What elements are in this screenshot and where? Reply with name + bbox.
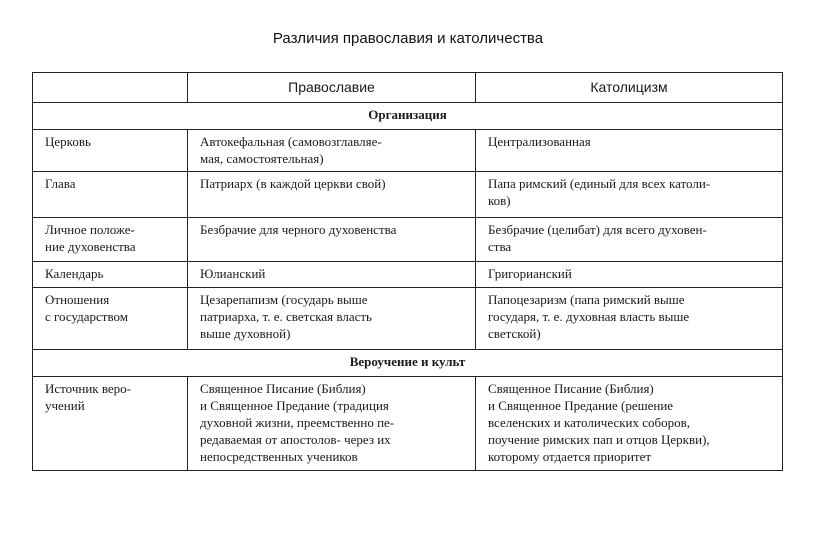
- row-label: Личное положе- ние духовенства: [45, 222, 136, 254]
- table-row: [33, 218, 783, 262]
- row-label: Источник веро- учений: [45, 381, 132, 413]
- row-label: Церковь: [45, 134, 91, 149]
- section-row-doctrine: [33, 350, 783, 377]
- section-title: Вероучение и культ: [33, 350, 783, 377]
- header-orthodoxy: Православие: [188, 73, 476, 103]
- table-row: [33, 130, 783, 172]
- catholicism-cell: Священное Писание (Библия) и Священное Предание (решение вселенских и католических соборов, поучение римских пап и отцов Церкви), которому отдается приоритет: [488, 381, 710, 464]
- header-catholicism: Католицизм: [476, 73, 783, 103]
- catholicism-cell: Григорианский: [488, 266, 572, 281]
- table-row: [33, 262, 783, 288]
- comparison-table: [32, 72, 783, 471]
- catholicism-cell: Безбрачие (целибат) для всего духовен- ства: [488, 222, 707, 254]
- table-row: [33, 377, 783, 471]
- row-label: Календарь: [45, 266, 104, 281]
- table-header-row: [33, 73, 783, 103]
- orthodoxy-cell: Юлианский: [200, 266, 266, 281]
- catholicism-cell: Централизованная: [488, 134, 591, 149]
- orthodoxy-cell: Автокефальная (самовозглавляе- мая, самостоятельная): [200, 134, 382, 166]
- catholicism-cell: Папоцезаризм (папа римский выше государя, т. е. духовная власть выше светской): [488, 292, 690, 341]
- catholicism-cell: Папа римский (единый для всех католи- ков): [488, 176, 711, 208]
- orthodoxy-cell: Безбрачие для черного духовенства: [200, 222, 397, 237]
- table-row: [33, 288, 783, 350]
- orthodoxy-cell: Патриарх (в каждой церкви свой): [200, 176, 386, 191]
- orthodoxy-cell: Священное Писание (Библия) и Священное Предание (традиция духовной жизни, преемственно пе- редаваемая от апостолов- через их непосредственных учеников: [200, 381, 395, 464]
- section-row-organization: [33, 103, 783, 130]
- orthodoxy-cell: Цезарепапизм (государь выше патриарха, т. е. светская власть выше духовной): [200, 292, 372, 341]
- table-row: [33, 172, 783, 218]
- row-label: Глава: [45, 176, 76, 191]
- row-label: Отношения с государством: [45, 292, 128, 324]
- section-title: Организация: [33, 103, 783, 130]
- page-title: Различия православия и католичества: [272, 30, 544, 47]
- header-empty-cell: [33, 73, 188, 103]
